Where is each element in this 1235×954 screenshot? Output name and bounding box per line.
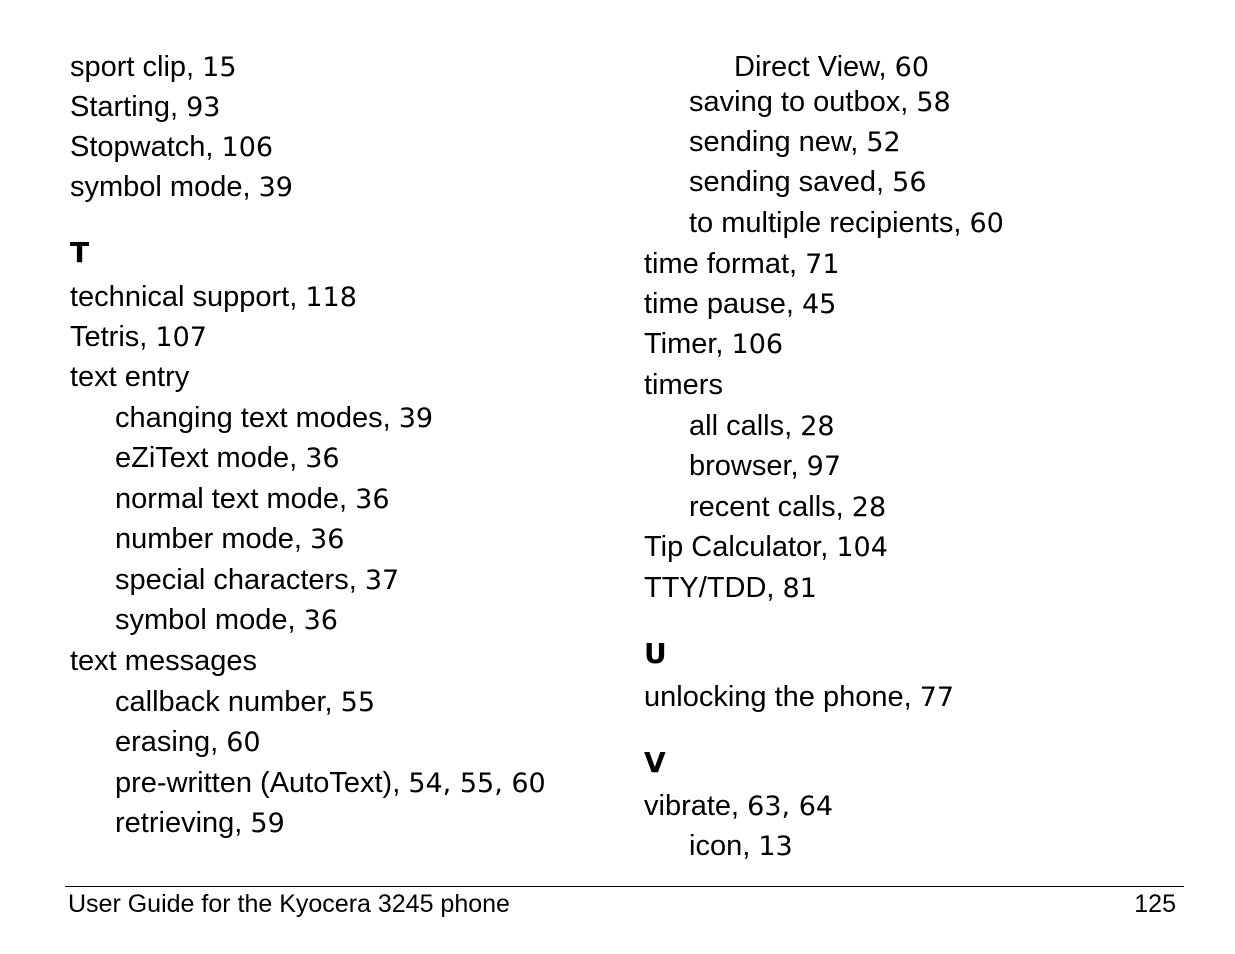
index-entry: [70, 320, 207, 355]
index-subentry: [689, 409, 835, 444]
index-term: Stopwatch,: [70, 131, 222, 163]
index-entry: [644, 571, 817, 606]
index-entry: [644, 530, 888, 565]
index-subentry: [115, 482, 390, 517]
index-subentry: [689, 206, 1004, 241]
index-term: icon,: [689, 830, 759, 862]
index-pages: 52: [866, 127, 901, 158]
index-subentry: [689, 829, 793, 864]
index-pages: 60: [894, 52, 929, 83]
index-letter-heading-v: V: [644, 746, 666, 779]
index-subentry: [689, 85, 951, 120]
index-term: recent calls,: [689, 491, 852, 523]
page-number: 125: [1134, 890, 1176, 918]
index-term: Timer,: [644, 328, 732, 360]
index-term: retrieving,: [115, 807, 251, 839]
index-term: sending new,: [689, 126, 867, 158]
index-pages: 36: [310, 524, 345, 555]
index-term: erasing,: [115, 726, 227, 758]
index-term: normal text mode,: [115, 483, 356, 515]
index-pages: 107: [155, 322, 207, 353]
index-subentry: [689, 449, 841, 484]
index-term: to multiple recipients,: [689, 207, 970, 239]
index-entry: [70, 90, 220, 125]
index-subentry: [689, 165, 927, 200]
index-subentry: [689, 490, 886, 525]
index-term: Direct View,: [734, 51, 895, 83]
index-term: time pause,: [644, 288, 802, 320]
index-pages: 37: [364, 565, 400, 596]
index-pages: 36: [303, 605, 338, 636]
index-pages: 63, 64: [747, 791, 834, 822]
index-pages: 36: [355, 484, 390, 515]
index-entry: [644, 287, 836, 322]
index-pages: 59: [250, 808, 285, 839]
footer-title: User Guide for the Kyocera 3245 phone: [68, 890, 510, 918]
index-pages: 106: [731, 329, 784, 360]
index-pages: 15: [202, 52, 237, 83]
index-pages: 71: [805, 249, 840, 280]
index-subentry: [115, 441, 340, 476]
index-entry: [644, 680, 954, 715]
index-pages: 77: [919, 682, 955, 713]
index-term: symbol mode,: [70, 171, 259, 203]
index-term: all calls,: [689, 410, 801, 442]
index-term: technical support,: [70, 281, 306, 313]
index-entry: [644, 327, 783, 362]
index-subentry: [115, 766, 546, 801]
index-subentry: [115, 522, 344, 557]
index-term: changing text modes,: [115, 402, 399, 434]
index-subentry: [115, 401, 433, 436]
index-term: callback number,: [115, 686, 341, 718]
index-pages: 97: [806, 451, 842, 482]
index-pages: 56: [892, 167, 927, 198]
index-pages: 81: [782, 573, 817, 604]
index-term: text messages: [70, 645, 257, 677]
index-letter-heading-t: T: [70, 236, 90, 269]
index-entry: [70, 644, 257, 678]
footer-divider: [65, 886, 1184, 887]
index-term: timers: [644, 369, 723, 401]
index-term: special characters,: [115, 564, 365, 596]
index-subentry: [115, 603, 338, 638]
index-pages: 28: [800, 411, 835, 442]
index-entry: [70, 50, 237, 85]
index-pages: 39: [398, 403, 434, 434]
index-term: eZiText mode,: [115, 442, 306, 474]
index-term: saving to outbox,: [689, 86, 917, 118]
index-pages: 39: [258, 172, 293, 203]
index-term: unlocking the phone,: [644, 681, 920, 713]
index-term: browser,: [689, 450, 807, 482]
index-entry: [70, 280, 357, 315]
index-term: Tip Calculator,: [644, 531, 837, 563]
index-pages: 60: [226, 727, 261, 758]
index-subentry: [689, 125, 901, 160]
index-letter-heading-u: U: [644, 637, 667, 670]
index-term: sending saved,: [689, 166, 893, 198]
index-term: vibrate,: [644, 790, 748, 822]
index-entry: [70, 170, 293, 205]
index-subentry: [115, 806, 285, 841]
index-pages: 55: [340, 687, 376, 718]
index-subentry: [115, 685, 375, 720]
index-term: TTY/TDD,: [644, 572, 783, 604]
index-pages: 28: [851, 492, 887, 523]
index-term: Tetris,: [70, 321, 156, 353]
index-subentry: [115, 563, 399, 598]
index-subentry: [115, 725, 261, 760]
index-subsubentry: [734, 50, 929, 85]
index-term: text entry: [70, 361, 190, 393]
index-term: symbol mode,: [115, 604, 304, 636]
index-entry: [70, 360, 189, 394]
index-term: pre-written (AutoText),: [115, 767, 409, 799]
index-pages: 106: [221, 132, 274, 163]
index-pages: 36: [305, 443, 340, 474]
index-term: sport clip,: [70, 51, 203, 83]
index-term: number mode,: [115, 523, 311, 555]
index-pages: 118: [305, 282, 357, 313]
index-term: Starting,: [70, 91, 187, 123]
index-pages: 54, 55, 60: [408, 768, 546, 799]
index-pages: 45: [801, 289, 837, 320]
index-entry: [70, 130, 273, 165]
index-pages: 60: [969, 208, 1004, 239]
index-pages: 93: [186, 92, 221, 123]
index-pages: 58: [916, 87, 951, 118]
index-entry: [644, 247, 840, 282]
index-entry: [644, 789, 833, 824]
index-pages: 13: [758, 831, 793, 862]
index-pages: 104: [836, 532, 888, 563]
index-entry: [644, 368, 723, 402]
index-term: time format,: [644, 248, 806, 280]
